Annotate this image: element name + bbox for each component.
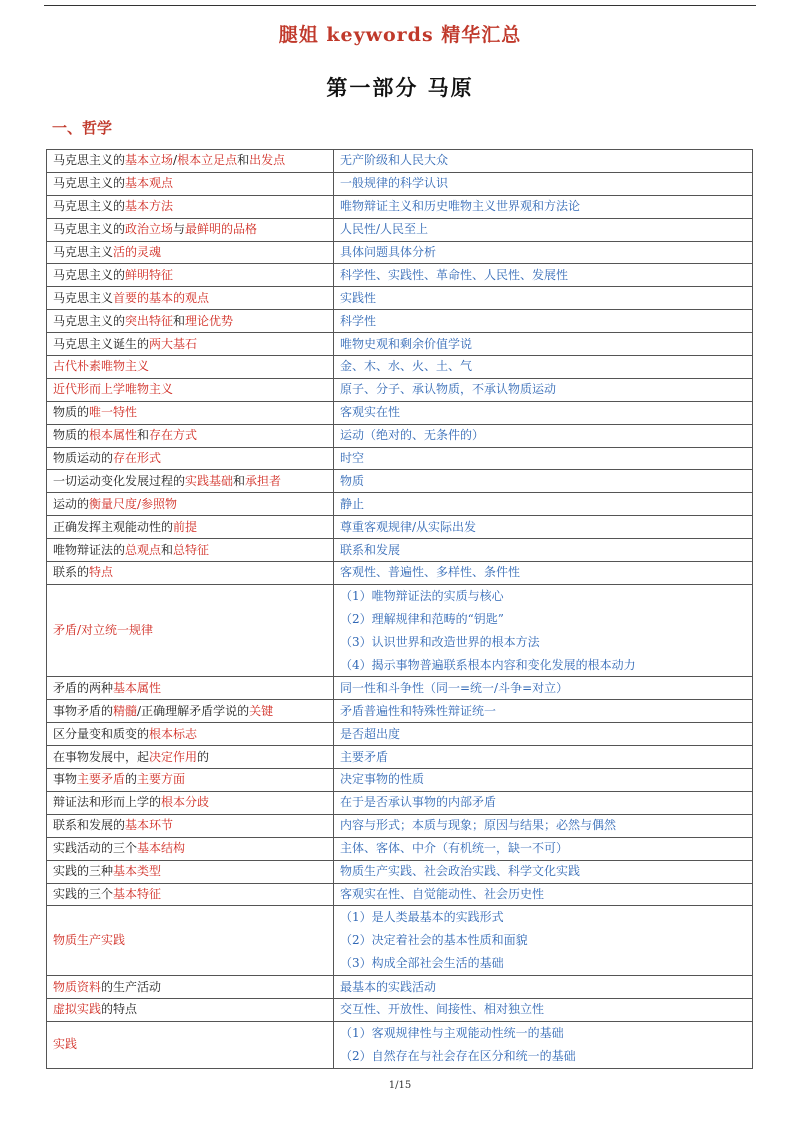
highlighted-keyword: 活的灵魂 — [113, 245, 162, 259]
table-row — [47, 746, 753, 769]
answer-line: 运动（绝对的、无条件的） — [340, 428, 485, 443]
highlighted-keyword: 精髓 — [113, 703, 138, 718]
term-text: 和 — [173, 313, 186, 328]
answer-line: 唯物史观和剩余价值学说 — [340, 336, 473, 351]
term-cell — [47, 470, 334, 493]
answer-cell — [334, 310, 753, 333]
term-cell — [47, 998, 334, 1021]
term-text: 一切运动变化发展过程的 — [53, 473, 186, 488]
highlighted-keyword: 基本环节 — [125, 818, 174, 833]
term-cell — [47, 906, 334, 976]
term-text: 马克思主义的 — [53, 313, 126, 328]
highlighted-keyword: 总特征 — [173, 542, 210, 557]
term-cell — [47, 769, 334, 792]
highlighted-keyword: 基本结构 — [137, 841, 186, 856]
document-title: 腿姐 keywords 精华汇总 — [278, 24, 522, 46]
answer-line: 主体、客体、中介（有机统一，缺一不可） — [340, 841, 569, 856]
highlighted-keyword: 虚拟实践 — [53, 1002, 102, 1017]
table-row — [47, 562, 753, 585]
answer-line: 一般规律的科学认识 — [340, 176, 449, 191]
term-text: 和 — [233, 473, 246, 488]
answer-cell — [334, 378, 753, 401]
table-row — [47, 883, 753, 906]
term-cell — [47, 424, 334, 447]
highlighted-keyword: 唯一特性 — [89, 405, 138, 420]
answer-cell — [334, 1021, 753, 1068]
term-text: 和 — [237, 153, 250, 168]
answer-cell — [334, 723, 753, 746]
top-rule — [44, 5, 756, 6]
highlighted-keyword: 存在方式 — [149, 428, 198, 443]
answer-line: （2）决定着社会的基本性质和面貌 — [340, 933, 528, 948]
answer-line: （3）构成全部社会生活的基础 — [340, 956, 504, 971]
highlighted-keyword: 基本类型 — [113, 864, 162, 879]
term-cell — [47, 539, 334, 562]
term-text: 唯物辩证法的 — [53, 542, 126, 557]
page-number: 1/15 — [388, 1080, 412, 1091]
answer-line: 静止 — [340, 496, 365, 511]
term-text: 事物矛盾的 — [53, 703, 114, 718]
term-cell — [47, 700, 334, 723]
highlighted-keyword: 突出特征 — [125, 313, 174, 328]
part-title: 第一部分 马原 — [326, 75, 474, 100]
answer-line: 科学性、实践性、革命性、人民性、发展性 — [340, 267, 569, 282]
term-text: 联系的 — [53, 565, 90, 580]
answer-cell — [334, 883, 753, 906]
highlighted-keyword: 关键 — [249, 703, 274, 718]
table-row — [47, 1021, 753, 1068]
term-cell — [47, 356, 334, 379]
answer-cell — [334, 470, 753, 493]
term-text: 区分量变和质变的 — [53, 726, 150, 741]
highlighted-keyword: 物质生产实践 — [53, 933, 126, 948]
term-cell — [47, 883, 334, 906]
highlighted-keyword: 近代形而上学唯物主义 — [53, 382, 174, 397]
term-text: 马克思主义 — [53, 290, 114, 305]
answer-line: 客观实在性 — [340, 405, 401, 420]
answer-cell — [334, 791, 753, 814]
answer-line: 物质生产实践、社会政治实践、科学文化实践 — [340, 864, 581, 879]
term-cell — [47, 241, 334, 264]
term-cell — [47, 378, 334, 401]
highlighted-keyword: 根本属性 — [89, 428, 138, 443]
table-row — [47, 723, 753, 746]
term-cell — [47, 677, 334, 700]
term-text: 马克思主义的 — [53, 199, 126, 214]
highlighted-keyword: 基本属性 — [113, 680, 162, 695]
answer-line: 最基本的实践活动 — [340, 979, 437, 994]
highlighted-keyword: 政治立场 — [125, 222, 174, 237]
answer-line: 唯物辩证主义和历史唯物主义世界观和方法论 — [340, 199, 581, 214]
term-text: 实践的三个 — [53, 886, 114, 901]
answer-cell — [334, 562, 753, 585]
term-cell — [47, 976, 334, 999]
table-row — [47, 218, 753, 241]
table-row — [47, 769, 753, 792]
table-row — [47, 195, 753, 218]
section-title: 一、哲学 — [52, 119, 113, 137]
table-row — [47, 310, 753, 333]
table-row — [47, 493, 753, 516]
term-text: 物质的 — [53, 428, 90, 443]
term-text: 马克思主义 — [53, 245, 114, 259]
answer-line: （2）理解规律和范畴的“钥匙” — [340, 611, 504, 626]
term-text: 物质运动的 — [53, 451, 114, 466]
term-text: 正确发挥主观能动性的 — [53, 519, 174, 534]
highlighted-keyword: 基本方法 — [125, 199, 174, 214]
answer-line: （1）唯物辩证法的实质与核心 — [340, 588, 504, 603]
table-row — [47, 150, 753, 173]
answer-cell — [334, 493, 753, 516]
highlighted-keyword: 基本特征 — [113, 886, 162, 901]
answer-cell — [334, 837, 753, 860]
term-text: 和 — [161, 542, 174, 557]
table-row — [47, 378, 753, 401]
term-cell — [47, 264, 334, 287]
term-cell — [47, 310, 334, 333]
table-row — [47, 401, 753, 424]
term-text: 事物 — [53, 772, 78, 787]
term-text: 马克思主义的 — [53, 267, 126, 282]
table-row — [47, 677, 753, 700]
term-cell — [47, 746, 334, 769]
answer-cell — [334, 906, 753, 976]
term-cell — [47, 333, 334, 356]
answer-line: 时空 — [340, 451, 365, 466]
term-text: 实践活动的三个 — [53, 841, 138, 856]
answer-cell — [334, 584, 753, 677]
highlighted-keyword: 首要的基本的观点 — [113, 290, 210, 305]
answer-cell — [334, 746, 753, 769]
term-text: 的 — [125, 772, 138, 787]
highlighted-keyword: 基本立场 — [125, 153, 174, 168]
table-row — [47, 976, 753, 999]
term-text: 运动的 — [53, 496, 90, 511]
highlighted-keyword: 前提 — [173, 519, 198, 534]
highlighted-keyword: 矛盾/对立统一规律 — [53, 623, 154, 638]
answer-cell — [334, 447, 753, 470]
answer-line: 尊重客观规律/从实际出发 — [340, 519, 477, 534]
term-text: / — [173, 153, 178, 168]
term-cell — [47, 195, 334, 218]
term-cell — [47, 860, 334, 883]
highlighted-keyword: 物质资料 — [53, 979, 102, 994]
answer-line: 联系和发展 — [340, 542, 401, 557]
answer-cell — [334, 287, 753, 310]
term-text: 的 — [197, 749, 210, 764]
answer-cell — [334, 218, 753, 241]
term-cell — [47, 287, 334, 310]
highlighted-keyword: 根本立足点 — [177, 153, 238, 168]
answer-line: 在于是否承认事物的内部矛盾 — [340, 795, 497, 810]
term-cell — [47, 584, 334, 677]
table-row — [47, 837, 753, 860]
answer-line: 内容与形式；本质与现象；原因与结果；必然与偶然 — [340, 818, 617, 833]
table-row — [47, 264, 753, 287]
highlighted-keyword: 主要方面 — [137, 772, 186, 787]
term-text: 的生产活动 — [101, 979, 162, 994]
table-row — [47, 333, 753, 356]
term-cell — [47, 814, 334, 837]
term-text: 物质的 — [53, 405, 90, 420]
term-text: 的特点 — [101, 1002, 138, 1017]
answer-cell — [334, 976, 753, 999]
term-cell — [47, 837, 334, 860]
answer-line: 人民性/人民至上 — [340, 222, 429, 237]
answer-line: 客观性、普遍性、多样性、条件性 — [340, 565, 521, 580]
term-cell — [47, 516, 334, 539]
table-row — [47, 424, 753, 447]
table-row — [47, 539, 753, 562]
answer-cell — [334, 401, 753, 424]
answer-cell — [334, 172, 753, 195]
highlighted-keyword: 存在形式 — [113, 451, 162, 466]
table-row — [47, 516, 753, 539]
answer-line: （3）认识世界和改造世界的根本方法 — [340, 634, 540, 649]
term-text: 与 — [173, 222, 186, 237]
term-cell — [47, 1021, 334, 1068]
table-row — [47, 814, 753, 837]
table-row — [47, 470, 753, 493]
term-cell — [47, 150, 334, 173]
table-row — [47, 241, 753, 264]
highlighted-keyword: 实践 — [53, 1037, 78, 1052]
table-row — [47, 906, 753, 976]
table-row — [47, 447, 753, 470]
answer-cell — [334, 860, 753, 883]
table-row — [47, 791, 753, 814]
term-text: 辩证法和形而上学的 — [53, 795, 162, 810]
highlighted-keyword: 出发点 — [249, 153, 286, 168]
table-row — [47, 172, 753, 195]
answer-cell — [334, 264, 753, 287]
term-text: 在事物发展中，起 — [53, 749, 150, 764]
highlighted-keyword: 决定作用 — [149, 749, 198, 764]
answer-cell — [334, 539, 753, 562]
highlighted-keyword: 最鲜明的品格 — [185, 222, 258, 237]
table-row — [47, 356, 753, 379]
term-cell — [47, 401, 334, 424]
answer-cell — [334, 814, 753, 837]
answer-line: 科学性 — [340, 313, 377, 328]
answer-cell — [334, 516, 753, 539]
answer-line: （1）客观规律性与主观能动性统一的基础 — [340, 1025, 564, 1040]
answer-cell — [334, 356, 753, 379]
answer-line: 矛盾普遍性和特殊性辩证统一 — [340, 703, 497, 718]
highlighted-keyword: 根本分歧 — [161, 795, 210, 810]
keywords-table — [46, 149, 753, 1069]
term-text: 联系和发展的 — [53, 818, 126, 833]
answer-line: 客观实在性、自觉能动性、社会历史性 — [340, 886, 545, 901]
term-text: 矛盾的两种 — [53, 680, 114, 695]
answer-line: 是否超出度 — [340, 726, 401, 741]
table-row — [47, 584, 753, 677]
term-cell — [47, 218, 334, 241]
answer-line: 主要矛盾 — [340, 749, 389, 764]
answer-cell — [334, 769, 753, 792]
answer-line: 同一性和斗争性（同一=统一/斗争=对立） — [340, 680, 569, 695]
highlighted-keyword: 衡量尺度/参照物 — [89, 496, 178, 511]
answer-line: 具体问题具体分析 — [340, 245, 437, 259]
answer-cell — [334, 677, 753, 700]
term-cell — [47, 791, 334, 814]
highlighted-keyword: 特点 — [89, 565, 114, 580]
term-text: 马克思主义诞生的 — [53, 336, 150, 351]
highlighted-keyword: 总观点 — [125, 542, 162, 557]
answer-line: 原子、分子、承认物质，不承认物质运动 — [340, 382, 557, 397]
term-cell — [47, 723, 334, 746]
answer-cell — [334, 150, 753, 173]
term-cell — [47, 447, 334, 470]
table-row — [47, 998, 753, 1021]
highlighted-keyword: 根本标志 — [149, 726, 198, 741]
highlighted-keyword: 两大基石 — [149, 336, 198, 351]
answer-cell — [334, 241, 753, 264]
term-text: /正确理解矛盾学说的 — [137, 703, 250, 718]
answer-line: （1）是人类最基本的实践形式 — [340, 910, 504, 925]
term-text: 和 — [137, 428, 150, 443]
term-cell — [47, 172, 334, 195]
term-text: 马克思主义的 — [53, 153, 126, 168]
highlighted-keyword: 基本观点 — [125, 176, 174, 191]
term-text: 马克思主义的 — [53, 176, 126, 191]
table-row — [47, 700, 753, 723]
highlighted-keyword: 鲜明特征 — [125, 267, 174, 282]
answer-line: 物质 — [340, 473, 365, 488]
answer-line: （4）揭示事物普遍联系根本内容和变化发展的根本动力 — [340, 657, 636, 672]
highlighted-keyword: 实践基础 — [185, 473, 234, 488]
table-row — [47, 287, 753, 310]
highlighted-keyword: 理论优势 — [185, 313, 234, 328]
answer-line: 决定事物的性质 — [340, 772, 425, 787]
answer-cell — [334, 424, 753, 447]
answer-cell — [334, 700, 753, 723]
term-text: 实践的三种 — [53, 864, 114, 879]
term-cell — [47, 493, 334, 516]
answer-cell — [334, 998, 753, 1021]
answer-line: 金、木、水、火、土、气 — [340, 359, 473, 374]
answer-cell — [334, 195, 753, 218]
answer-line: 实践性 — [340, 290, 377, 305]
answer-line: 交互性、开放性、间接性、相对独立性 — [340, 1002, 545, 1017]
answer-cell — [334, 333, 753, 356]
term-text: 马克思主义的 — [53, 222, 126, 237]
highlighted-keyword: 主要矛盾 — [77, 772, 126, 787]
answer-line: 无产阶级和人民大众 — [340, 153, 449, 168]
term-cell — [47, 562, 334, 585]
answer-line: （2）自然存在与社会存在区分和统一的基础 — [340, 1048, 576, 1063]
highlighted-keyword: 承担者 — [245, 473, 282, 488]
highlighted-keyword: 古代朴素唯物主义 — [53, 359, 150, 374]
table-row — [47, 860, 753, 883]
